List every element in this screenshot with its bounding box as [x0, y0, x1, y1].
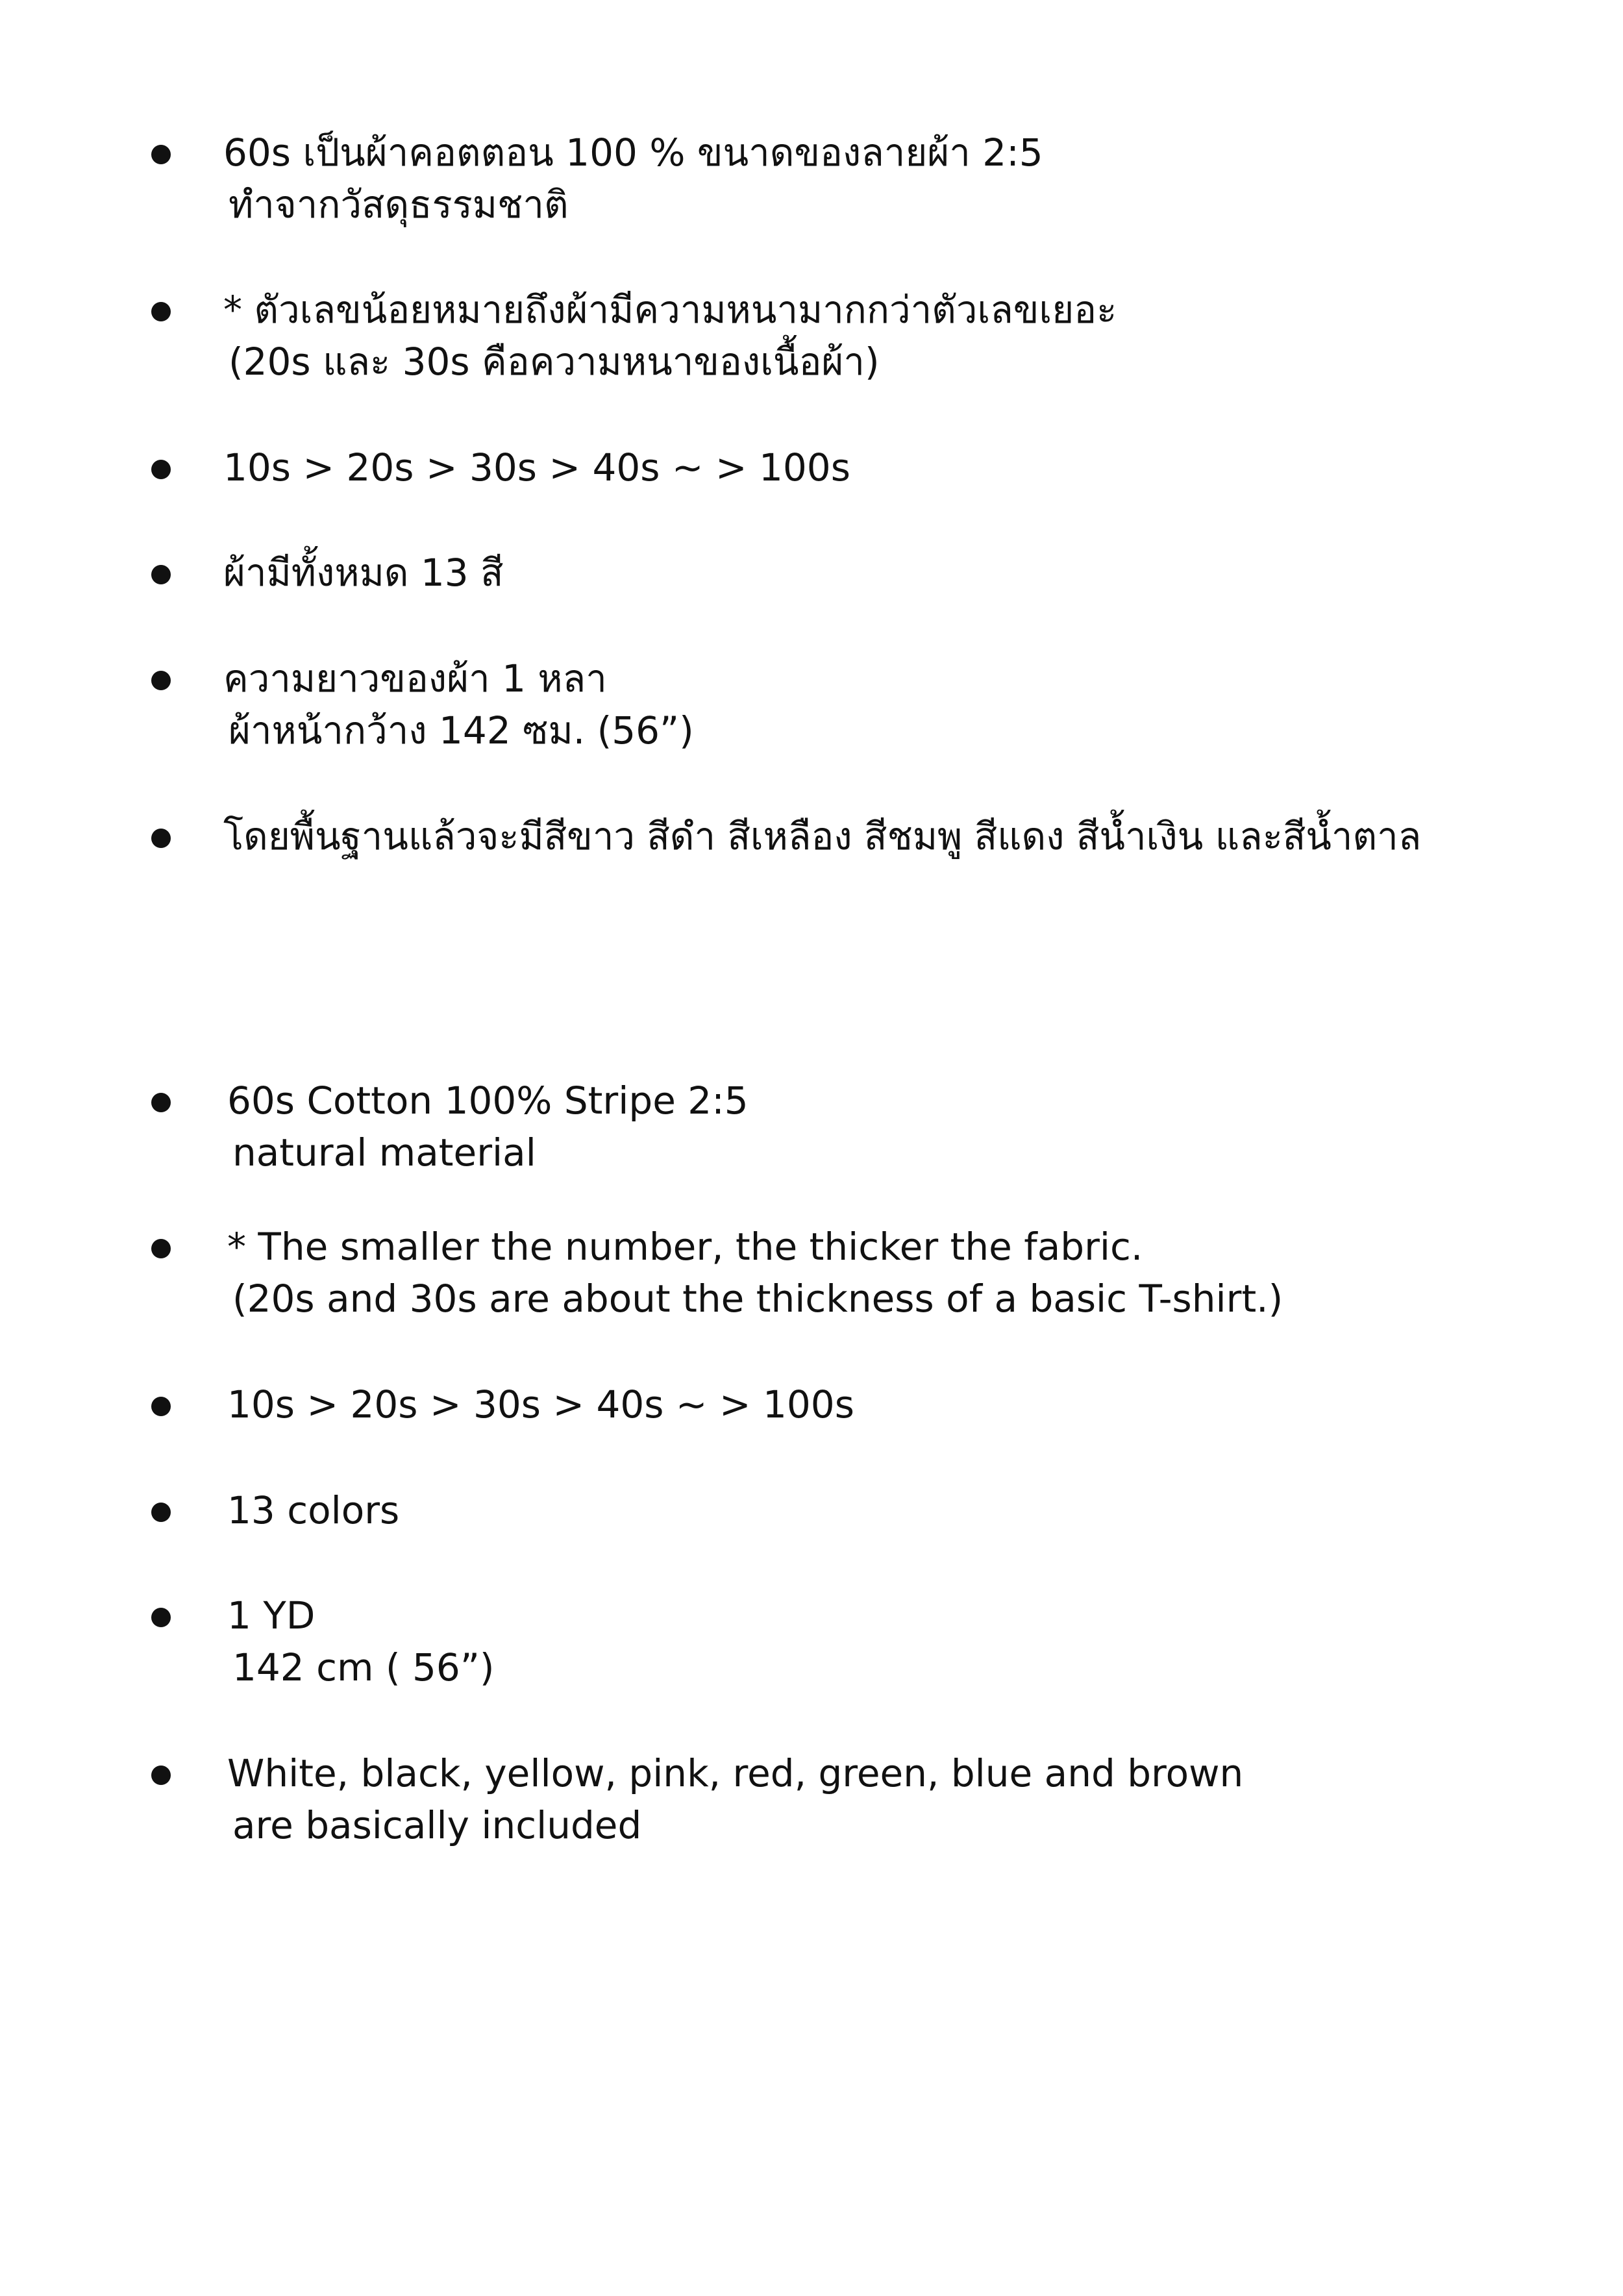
list-item-line1: 60s เป็นผ้าคอตตอน 100 % ขนาดของลายผ้า 2:5 [223, 131, 1043, 175]
list-item-line1: * The smaller the number, the thicker the fabric. [227, 1225, 1143, 1269]
bullet-icon [151, 1766, 171, 1785]
list-item-line1: ความยาวของผ้า 1 หลา [223, 656, 607, 701]
bullet-icon [151, 1397, 171, 1416]
list-item-line2: (20s and 30s are about the thickness of a basic T-shirt.) [232, 1277, 1283, 1321]
list-item-line1: 13 colors [227, 1488, 400, 1532]
list-item-line1: 10s > 20s > 30s > 40s ~ > 100s [227, 1382, 854, 1427]
list-item-line1: White, black, yellow, pink, red, green, blue and brown [227, 1751, 1244, 1795]
list-item-line1: 60s Cotton 100% Stripe 2:5 [227, 1079, 749, 1123]
bullet-icon [151, 1093, 171, 1112]
bullet-icon [151, 565, 171, 584]
bullet-icon [151, 829, 171, 848]
bullet-icon [151, 1608, 171, 1627]
bullet-icon [151, 671, 171, 690]
list-item-line2: natural material [232, 1130, 536, 1175]
list-item-line2: are basically included [232, 1803, 642, 1847]
list-item-line1: โดยพื้นฐานแล้วจะมีสีขาว สีดำ สีเหลือง สีชมพู สีแดง สีน้ำเงิน และสีน้ำตาล [223, 814, 1422, 858]
list-item-line2: (20s และ 30s คือความหนาของเนื้อผ้า) [229, 340, 880, 384]
bullet-icon [151, 460, 171, 479]
bullet-icon [151, 302, 171, 321]
list-item-line1: * ตัวเลขน้อยหมายถึงผ้ามีความหนามากกว่าตัวเลขเยอะ [223, 288, 1117, 332]
list-item-line1: 10s > 20s > 30s > 40s ~ > 100s [223, 445, 850, 490]
bullet-icon [151, 1239, 171, 1258]
list-item-line1: ผ้ามีทั้งหมด 13 สี [223, 551, 504, 595]
bullet-icon [151, 145, 171, 164]
list-item-line2: 142 cm ( 56”) [232, 1645, 495, 1690]
list-item-line2: ทำจากวัสดุธรรมชาติ [229, 182, 569, 227]
list-item-line1: 1 YD [227, 1593, 316, 1638]
bullet-icon [151, 1503, 171, 1522]
list-item-line2: ผ้าหน้ากว้าง 142 ซม. (56”) [229, 708, 694, 753]
